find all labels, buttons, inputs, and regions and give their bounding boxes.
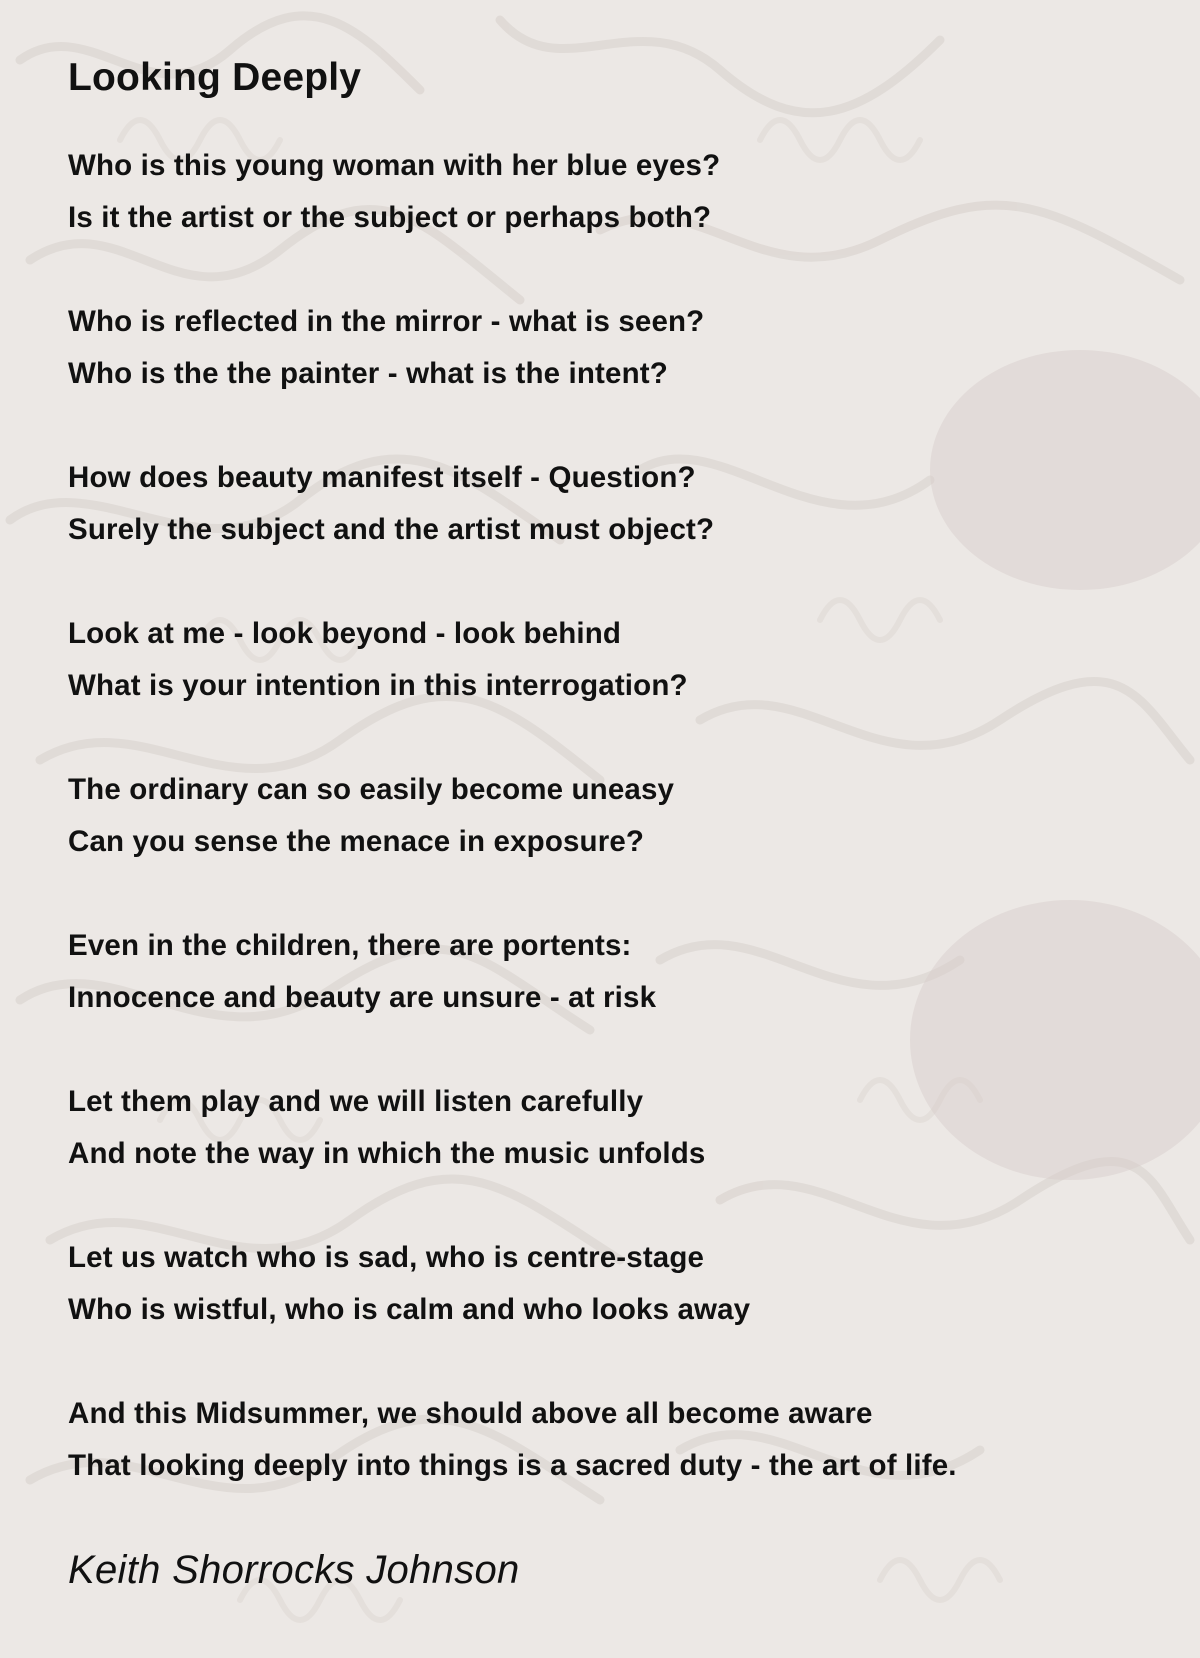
stanza — [68, 1232, 1148, 1336]
stanza — [68, 920, 1148, 1024]
stanza — [68, 764, 1148, 868]
stanza — [68, 608, 1148, 712]
poem-line: The ordinary can so easily become uneasy — [68, 773, 675, 806]
poem-line: Who is this young woman with her blue eyes? — [68, 149, 721, 182]
poem-line: Surely the subject and the artist must object? — [68, 513, 715, 546]
poem-line: And this Midsummer, we should above all become aware — [68, 1397, 873, 1430]
poem-line: Who is the the painter - what is the intent? — [68, 357, 668, 390]
poem-author: Keith Shorrocks Johnson — [68, 1548, 520, 1592]
poem-line: Even in the children, there are portents: — [68, 929, 632, 962]
poem-line: That looking deeply into things is a sacred duty - the art of life. — [68, 1449, 957, 1482]
poem-line: Who is reflected in the mirror - what is seen? — [68, 305, 705, 338]
poem-line: Can you sense the menace in exposure? — [68, 825, 645, 858]
stanza — [68, 1388, 1148, 1492]
poem-line: How does beauty manifest itself - Question? — [68, 461, 696, 494]
poem-line: Look at me - look beyond - look behind — [68, 617, 622, 650]
stanza — [68, 296, 1148, 400]
stanza — [68, 452, 1148, 556]
poem-line: Is it the artist or the subject or perhaps both? — [68, 201, 712, 234]
poem-title: Looking Deeply — [68, 56, 362, 99]
poem-line: Who is wistful, who is calm and who looks away — [68, 1293, 751, 1326]
stanza — [68, 1076, 1148, 1180]
poem-line: Let them play and we will listen carefully — [68, 1085, 644, 1118]
stanza — [68, 140, 1148, 244]
poem-line: Let us watch who is sad, who is centre-stage — [68, 1241, 705, 1274]
poem-line: What is your intention in this interrogation? — [68, 669, 688, 702]
poem-line: Innocence and beauty are unsure - at risk — [68, 981, 657, 1014]
poem-line: And note the way in which the music unfolds — [68, 1137, 706, 1170]
poem-body — [68, 140, 1148, 1492]
